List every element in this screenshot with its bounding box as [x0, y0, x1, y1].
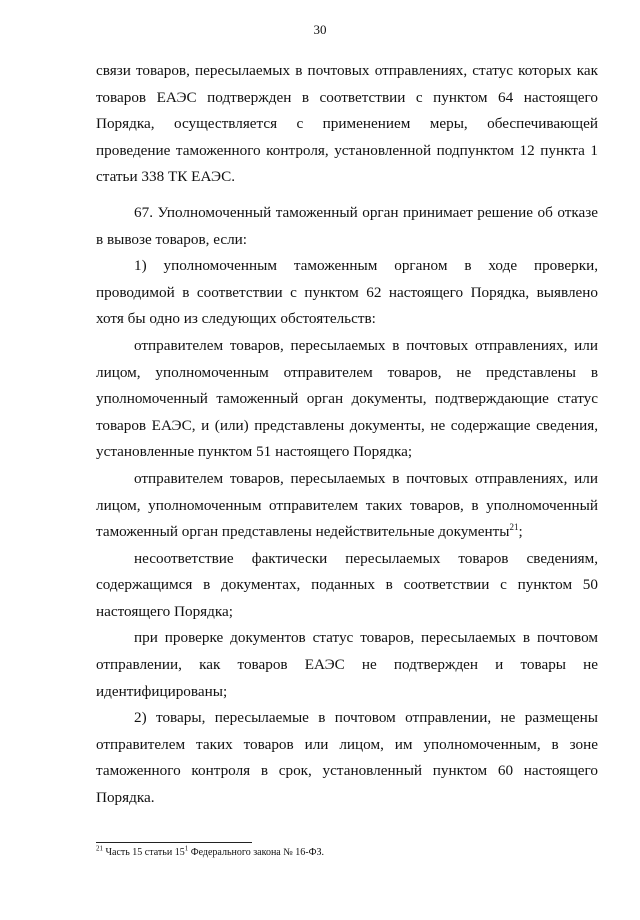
paragraph-circumstance-3: несоответствие фактически пересылаемых товаров сведениям, содержащимся в документах, поданных в соответствии с пунктом 50 настоящего Порядка; — [96, 549, 598, 620]
document-body — [96, 58, 598, 812]
paragraph-continuation: связи товаров, пересылаемых в почтовых отправлениях, статус которых как товаров ЕАЭС подтвержден в соответствии с пунктом 64 настоящего Порядка, осуществляется с применением меры, обеспечивающей проведение таможенного контроля, установленной подпунктом 12 пункта 1 статьи 338 ТК ЕАЭС. — [96, 62, 598, 186]
footnote-marker: 21 — [96, 844, 103, 853]
footnote-text-after: Федерального закона № 16-ФЗ. — [188, 847, 325, 858]
paragraph-subitem-1: 1) уполномоченным таможенным органом в ходе проверки, проводимой в соответствии с пунктом 62 настоящего Порядка, выявлено хотя бы одно из следующих обстоятельств: — [96, 257, 598, 328]
paragraph-circumstance-2-text: отправителем товаров, пересылаемых в почтовых отправлениях, или лицом, уполномоченным отправителем таких товаров, в уполномоченный таможенный орган представлены недействительные документы — [96, 469, 598, 541]
paragraph-circumstance-1: отправителем товаров, пересылаемых в почтовых отправлениях, или лицом, уполномоченным отправителем товаров, не представлены в уполномоченный таможенный орган документы, подтверждающие статус товаров ЕАЭС, и (или) представлены документы, не содержащие сведения, установленные пунктом 51 настоящего Порядка; — [96, 336, 598, 461]
paragraph-circumstance-2 — [96, 466, 598, 546]
footnote-inner-sup: 1 — [184, 844, 189, 853]
paragraph-circumstance-2-tail: ; — [518, 523, 523, 541]
page-number: 30 — [313, 22, 327, 37]
footnote-text-before: Часть 15 статьи 15 — [105, 847, 185, 858]
paragraph-item-67: 67. Уполномоченный таможенный орган принимает решение об отказе в вывозе товаров, если: — [96, 203, 598, 248]
paragraph-subitem-2: 2) товары, пересылаемые в почтовом отправлении, не размещены отправителем таких товаров или лицом, им уполномоченным, в зоне таможенного контроля в срок, установленный пунктом 60 настоящего Порядка. — [96, 709, 598, 807]
footnote-reference: 21 — [509, 522, 519, 533]
footnote-divider — [96, 842, 252, 843]
footnote — [96, 846, 598, 860]
paragraph-circumstance-4: при проверке документов статус товаров, пересылаемых в почтовом отправлении, как товаров ЕАЭС не подтвержден и товары не идентифицированы; — [96, 629, 598, 700]
